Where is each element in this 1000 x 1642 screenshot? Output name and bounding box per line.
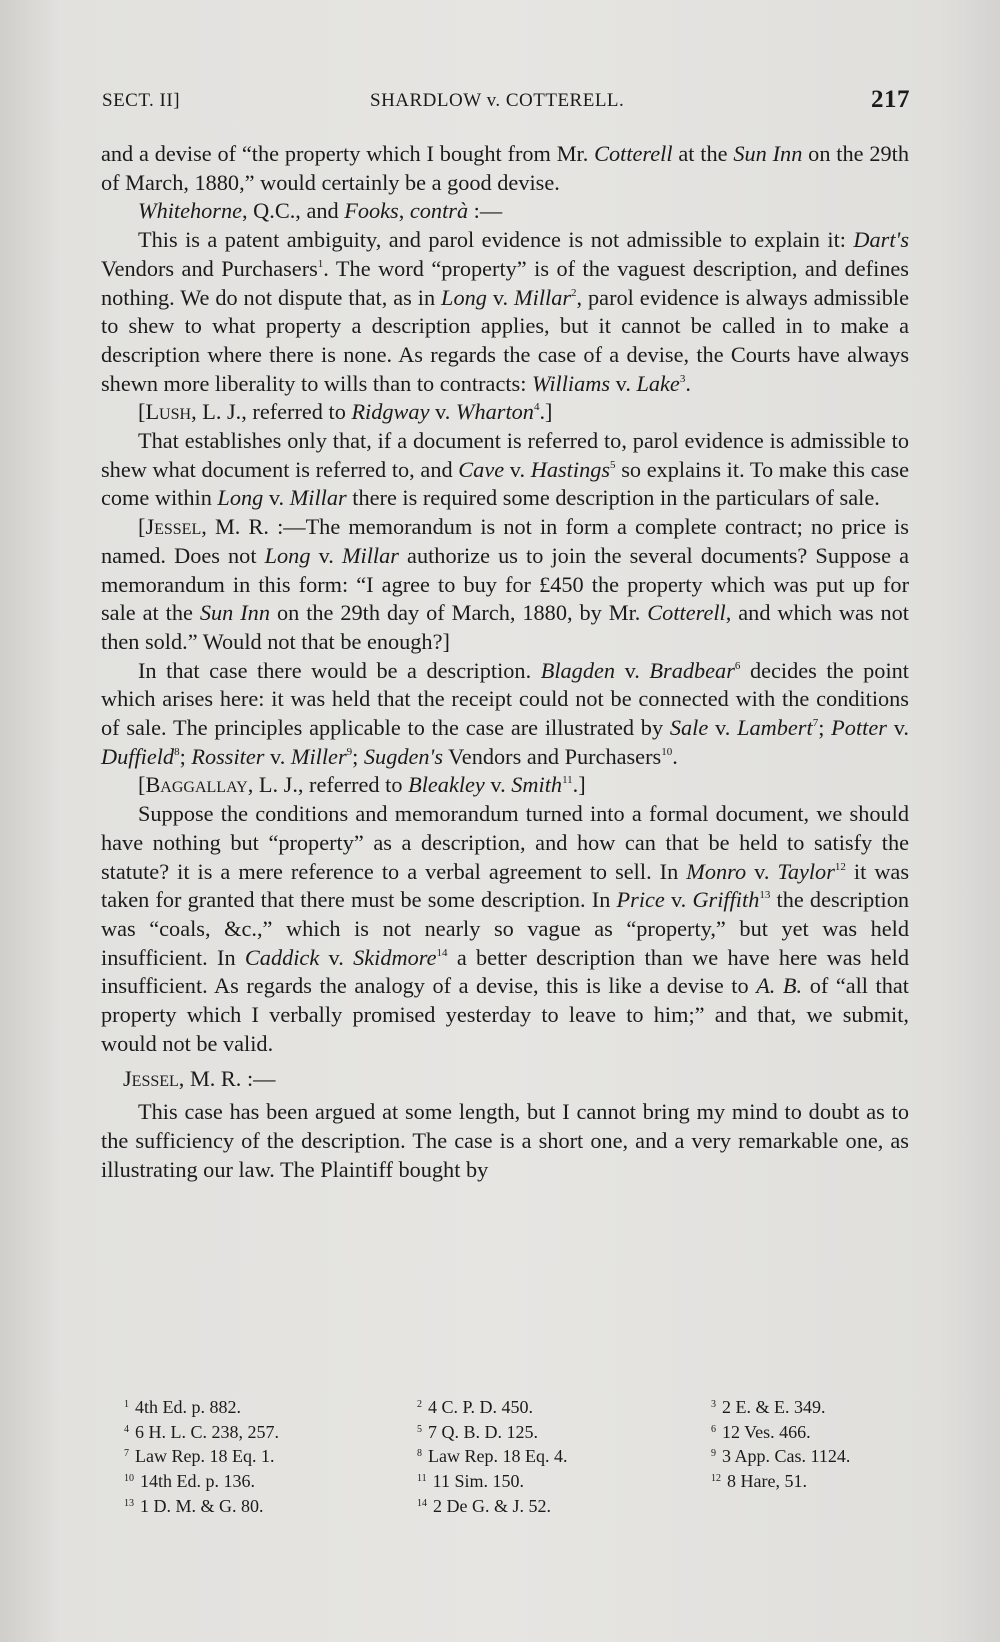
footnote: $^8$ Law Rep. 18 Eq. 4. [417, 1446, 568, 1467]
page-number: 217 [871, 86, 910, 113]
paragraph-2: Whitehorne, Q.C., and Fooks, contrà :— [138, 198, 503, 224]
footnote-row [124, 1444, 904, 1469]
judgment-heading: Jessel, M. R. :— [123, 1065, 276, 1091]
footnotes [124, 1395, 904, 1519]
paragraph-11: This case has been argued at some length, but I cannot bring my mind to doubt as to the sufficiency of the description. The case is a short one, and a very remarkable one, as illustrating our law. The Plaintiff bought by [101, 1099, 909, 1182]
footnote: $^4$ 6 H. L. C. 238, 257. [124, 1421, 279, 1442]
footnote: $^{11}$ 11 Sim. 150. [417, 1471, 524, 1492]
main-text [101, 140, 909, 1184]
paragraph-8: [Baggallay, L. J., referred to Bleakley v. Smith$^{11}$.] [138, 772, 586, 798]
footnote-row [124, 1420, 904, 1445]
footnote: $^6$ 12 Ves. 466. [711, 1421, 811, 1442]
paragraph-4: [Lush, L. J., referred to Ridgway v. Wharton$^4$.] [138, 399, 553, 425]
paragraph-6: [Jessel, M. R. :—The memorandum is not in form a complete contract; no price is named. Does not Long v. Millar authorize us to join the several documents? Suppose a memorandum in this form: “I agree to buy for £450 the property which was put up for sale at the Sun Inn on the 29th day of March, 1880, by Mr. Cotterell, and which was not then sold.” Would not that be enough?] [101, 514, 909, 654]
running-header [102, 86, 910, 120]
footnote: $^1$ 4th Ed. p. 882. [124, 1397, 241, 1417]
footnote: $^{10}$ 14th Ed. p. 136. [124, 1471, 255, 1492]
footnote: $^7$ Law Rep. 18 Eq. 1. [124, 1446, 275, 1467]
footnote-row [124, 1494, 904, 1519]
paragraph-1: and a devise of “the property which I bought from Mr. Cotterell at the Sun Inn on the 29th of March, 1880,” would certainly be a good devise. [101, 141, 909, 195]
paragraph-7: In that case there would be a description. Blagden v. Bradbear$^6$ decides the point which arises here: it was held that the receipt could not be connected with the conditions of sale. The principles applicable to the case are illustrated by Sale v. Lambert$^7$; Potter v. Duffield$^8$; Rossiter v. Miller$^9$; Sugden's Vendors and Purchasers$^{10}$. [101, 657, 909, 769]
footnote-row [124, 1469, 904, 1494]
section-label: SECT. II] [102, 90, 181, 111]
paragraph-5: That establishes only that, if a document is referred to, parol evidence is admissible to shew what document is referred to, and Cave v. Hastings$^5$ so explains it. To make this case come within Long v. Millar there is required some description in the particulars of sale. [101, 428, 909, 511]
footnote-row [124, 1395, 904, 1420]
footnote: $^{13}$ 1 D. M. & G. 80. [124, 1495, 264, 1516]
footnote: $^2$ 4 C. P. D. 450. [417, 1397, 534, 1417]
footnote: $^{12}$ 8 Hare, 51. [711, 1471, 807, 1492]
footnote: $^9$ 3 App. Cas. 1124. [711, 1446, 851, 1467]
paragraph-3: This is a patent ambiguity, and parol evidence is not admissible to explain it: Dart's Vendors and Purchasers$^1$. The word “property” is of the vaguest description, and defines nothing. We do not dispute that, as in Long v. Millar$^2$, parol evidence is always admissible to shew to what property a description applies, but it cannot be called in to make a description where there is none. As regards the case of a devise, the Courts have always shewn more liberality to wills than to contracts: Williams v. Lake$^3$. [101, 227, 909, 396]
case-title: SHARDLOW v. COTTERELL. [370, 90, 625, 111]
footnote: $^{14}$ 2 De G. & J. 52. [417, 1495, 551, 1516]
footnote: $^3$ 2 E. & E. 349. [711, 1397, 826, 1417]
paragraph-9: Suppose the conditions and memorandum turned into a formal document, we should have nothing but “property” as a description, and how can that be held to satisfy the statute? it is a mere reference to a verbal agreement to sell. In Monro v. Taylor$^{12}$ it was taken for granted that there must be some description. In Price v. Griffith$^{13}$ the description was “coals, &c.,” which is not nearly so vague as “property,” but yet was held insufficient. In Caddick v. Skidmore$^{14}$ a better description than we have here was held insufficient. As regards the analogy of a devise, this is like a devise to A. B. of “all that property which I verbally promised yesterday to leave to him;” and that, we submit, would not be valid. [101, 801, 909, 1056]
footnote: $^5$ 7 Q. B. D. 125. [417, 1421, 539, 1442]
